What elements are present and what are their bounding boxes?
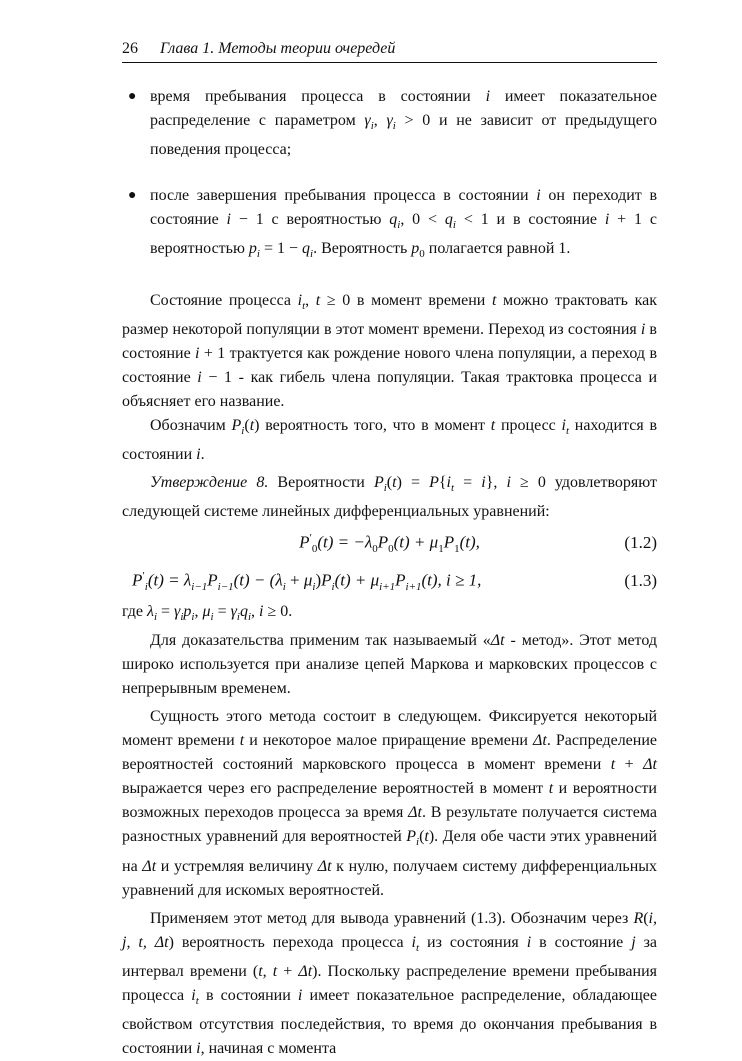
equation-1-3 <box>122 562 657 600</box>
paragraph-derivation: Применяем этот метод для вывода уравнений (1.3). Обозначим через R(i, j, t, Δt) вероятность перехода процесса $i_t$ из состояния i в состояние j за интервал времени (t, t + Δt). Поскольку распределение времени пребывания процесса $i_t$ в состоянии i имеет показательное распределение, обладающее свойством отсутствия последействия, то время до окончания пребывания в состоянии i, начиная с момента <box>122 909 658 1057</box>
paragraph-notation: Обозначим $P_i(t)$ вероятность того, что в момент t процесс $i_t$ находится в состоянии i. <box>122 416 657 463</box>
list-item: ● время пребывания процесса в состоянии i имеет показательное распределение с параметром $\gamma_i$, $\gamma_i > 0$ и не зависит от предыдущего поведения процесса; <box>150 85 657 162</box>
chapter-title: Глава 1. Методы теории очередей <box>160 40 396 57</box>
paragraph-where: где $\lambda_i = \gamma_ip_i$, $\mu_i = \gamma_iq_i$, i ≥ 0. <box>122 603 293 624</box>
equation-1-2 <box>122 524 657 562</box>
page-number: 26 <box>122 40 138 57</box>
paragraph-method-essence: Сущность этого метода состоит в следующем. Фиксируется некоторый момент времени t и некоторое малое приращение времени Δt. Распределение вероятностей состояний марковского процесса в момент времени t + Δt выражается через его распределение вероятностей в момент t и вероятности возможных переходов процесса за время Δt. В результате получается система разностных уравнений для вероятностей $P_i(t)$. Деля обе части этих уравнений на Δt и устремляя величину Δt к нулю, получаем систему дифференциальных уравнений для искомых вероятностей. <box>122 708 658 899</box>
list-item: ● после завершения пребывания процесса в состоянии i он переходит в состояние i − 1 с вероятностью $q_i$, $0 < q_i < 1$ и в состояние i + 1 с вероятностью $p_i = 1 - q_i$. Вероятность $p_0$ полагается равной 1. <box>150 184 657 266</box>
bullet-icon: ● <box>128 89 137 104</box>
bullet-icon: ● <box>128 188 137 204</box>
conditions-list <box>122 85 657 267</box>
statement-label: Утверждение 8. <box>150 473 269 491</box>
equation-body: $P'_0(t) = -\lambda_0P_0(t) + \mu_1P_1(t)$, <box>299 531 480 555</box>
paragraph-delta-method: Для доказательства применим так называемый «Δt - метод». Этот метод широко используется при анализе цепей Маркова и марковских процессов с непрерывным временем. <box>122 632 658 698</box>
equation-number: (1.3) <box>624 571 657 591</box>
paragraph-statement-8: Утверждение 8. Вероятности $P_i(t) = P\{i_t = i\}$, i ≥ 0 удовлетворяют следующей системе линейных дифференциальных уравнений: <box>122 473 658 521</box>
running-head <box>122 40 657 63</box>
equation-body: $P'_i(t) = \lambda_{i-1}P_{i-1}(t) - (\lambda_i + \mu_i)P_i(t) + \mu_{i+1}P_{i+1}(t)$, i ≥ 1, <box>132 569 482 593</box>
paragraph-state-interpretation: Состояние процесса $i_t$, t ≥ 0 в момент времени t можно трактовать как размер некоторой популяции в этот момент времени. Переход из состояния i в состояние i + 1 трактуется как рождение нового члена популяции, а переход в состояние i − 1 - как гибель члена популяции. Такая трактовка процесса и объясняет его название. <box>122 291 658 410</box>
equation-number: (1.2) <box>624 533 657 553</box>
